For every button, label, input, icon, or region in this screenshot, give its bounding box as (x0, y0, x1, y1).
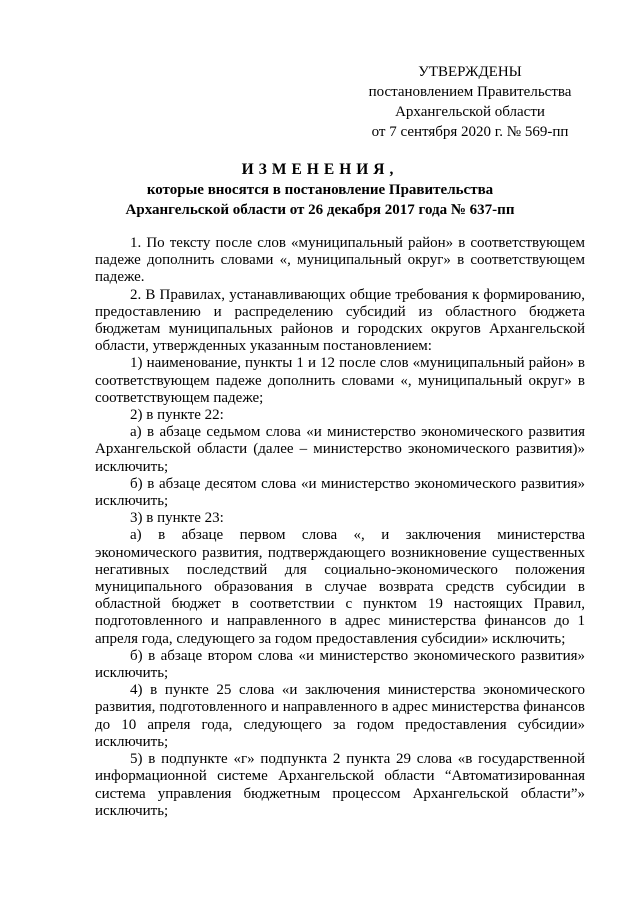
paragraph: 5) в подпункте «г» подпункта 2 пункта 29 слова «в государственной информационной системе Архангельской области “Автоматизированная система управления бюджетным процессом Архангельской области”» исключить; (95, 751, 585, 819)
paragraph: 1. По тексту после слов «муниципальный район» в соответствующем падеже дополнить словами «, муниципальный округ» в соответствующем падеже. (95, 235, 585, 286)
paragraph: 3) в пункте 23: (130, 510, 224, 527)
paragraph: б) в абзаце втором слова «и министерство экономического развития» исключить; (95, 647, 585, 682)
approval-line-3: от 7 сентября 2020 г. № 569-пп (371, 124, 569, 140)
document-heading (100, 160, 540, 220)
paragraph: а) в абзаце первом слова «, и заключения министерства экономического развития, подтверждающего возникновение существенных негативных последствий для социально-экономического положения муниципального образования в случае возврата средств субсидии в областной бюджет в соответствии с пунктом 19 настоящих Правил, подготовленного и направленного в адрес министерства финансов до 1 апреля года, следующего за годом предоставления субсидии» исключить; (95, 527, 585, 647)
paragraph: а) в абзаце седьмом слова «и министерство экономического развития Архангельской области (далее – министерство экономического развития)» исключить; (95, 424, 585, 475)
approval-block (360, 62, 580, 142)
paragraph: 2) в пункте 22: (130, 407, 224, 424)
paragraph: б) в абзаце десятом слова «и министерство экономического развития» исключить; (95, 475, 585, 510)
paragraph: 4) в пункте 25 слова «и заключения министерства экономического развития, подготовленного и направленного в адрес министерства финансов до 10 апреля года, следующего за годом предоставления субсидии» исключить; (95, 682, 585, 750)
approval-line-1: постановлением Правительства (368, 84, 572, 100)
heading-line-1: которые вносятся в постановление Правительства (146, 182, 494, 198)
approval-title: УТВЕРЖДЕНЫ (418, 64, 522, 80)
heading-title: ИЗМЕНЕНИЯ, (241, 161, 399, 178)
paragraph: 1) наименование, пункты 1 и 12 после слов «муниципальный район» в соответствующем падеже дополнить словами «, муниципальный округ» в соответствующем падеже; (95, 355, 585, 406)
paragraph: 2. В Правилах, устанавливающих общие требования к формированию, предоставлению и распределению субсидий из областного бюджета бюджетам муниципальных районов и городских округов Архангельской области, утвержденных указанным постановлением: (95, 286, 585, 355)
document-body (95, 235, 585, 820)
heading-line-2: Архангельской области от 26 декабря 2017 года № 637-пп (125, 202, 515, 218)
approval-line-2: Архангельской области (395, 104, 545, 120)
